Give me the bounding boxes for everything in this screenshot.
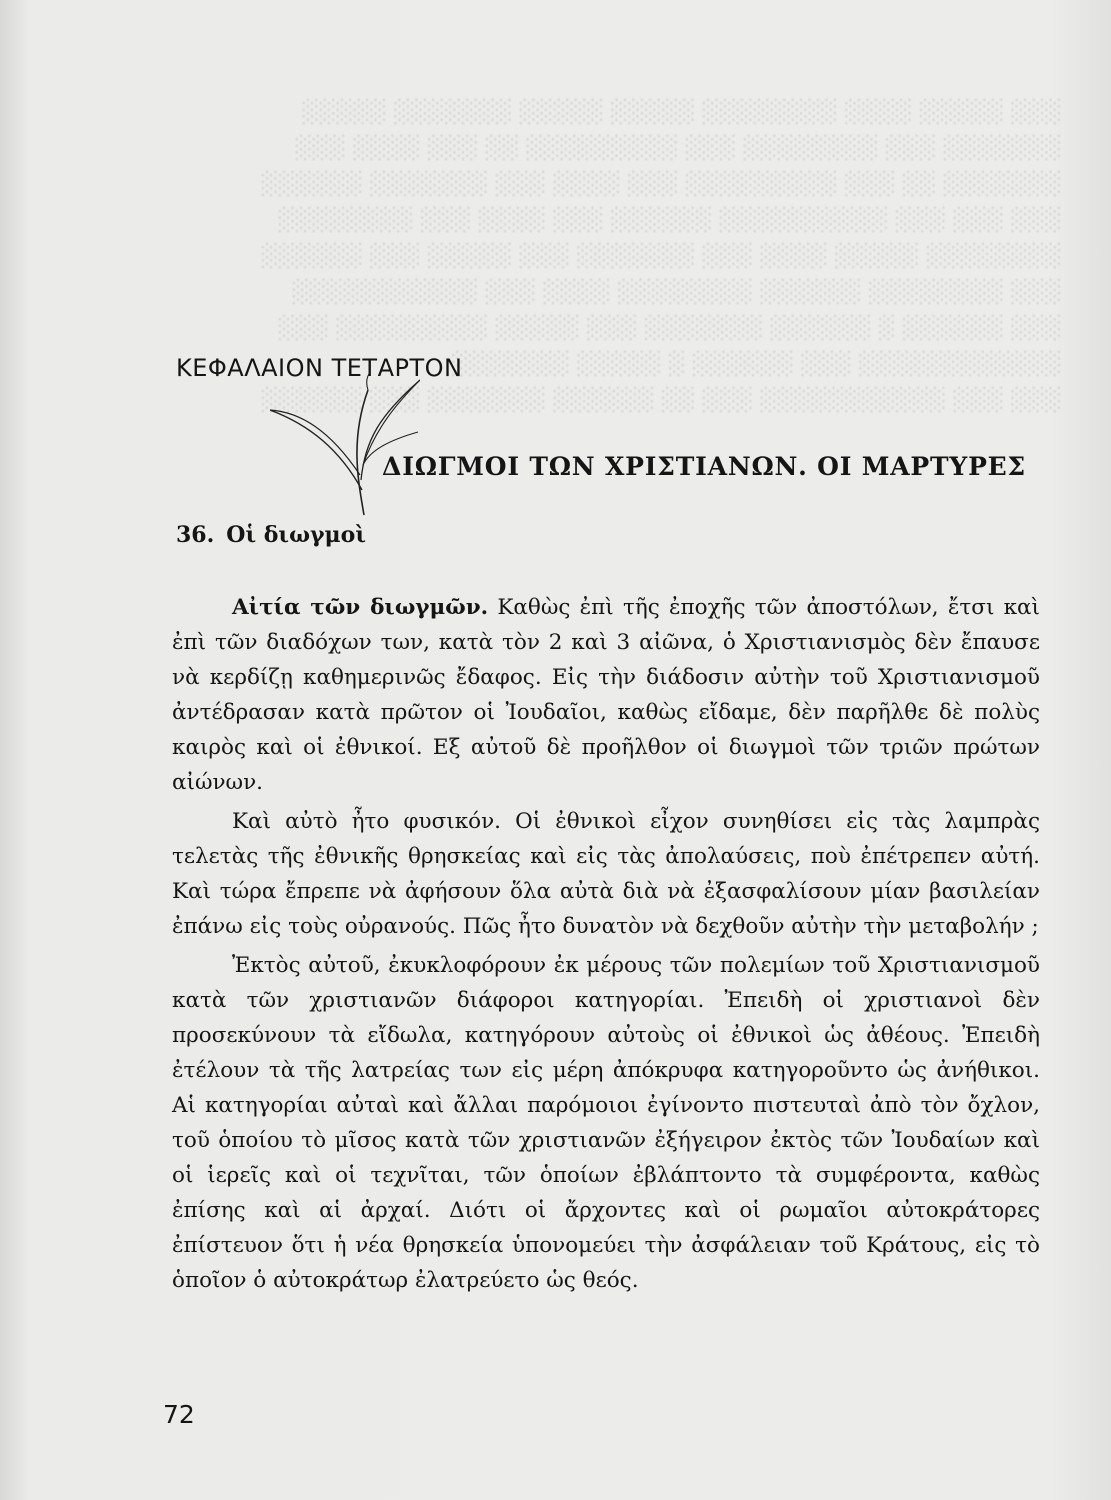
paragraph-text: Ἐκτὸς αὐτοῦ, ἐκυκλοφόρουν ἐκ μέρους τῶν πολεμίων τοῦ Χριστιανισμοῦ κατὰ τῶν χριστιανῶν διάφοροι κατηγορίαι. Ἐπειδὴ οἱ χριστιανοὶ δὲν προσεκύνουν τὰ εἴδωλα, κατηγόρουν αὐτοὺς οἱ ἐθνικοὶ ὡς ἀθέους. Ἐπειδὴ ἐτέλουν τὰ τῆς λατρείας των εἰς μέρη ἀπόκρυφα κατηγοροῦντο ὡς ἀνήθικοι. Αἱ κατηγορίαι αὐταὶ καὶ ἄλλαι παρόμοιοι ἐγίνοντο πιστευταὶ ἀπὸ τὸν ὄχλον, τοῦ ὁποίου τὸ μῖσος κατὰ τῶν χριστιανῶν ἐξήγειρον ἐκτὸς τῶν Ἰουδαίων καὶ οἱ ἱερεῖς καὶ οἱ τεχνῖται, τῶν ὁποίων ἐβλάπτοντο τὰ συμφέροντα, καθὼς ἐπίσης καὶ αἱ ἀρχαί. Διότι οἱ ἄρχοντες καὶ οἱ ρωμαῖοι αὐτοκράτορες ἐπίστευον ὅτι ἡ νέα θρησκεία ὑπονομεύει τὴν ἀσφάλειαν τοῦ Κράτους, εἰς τὸ ὁποῖον ὁ αὐτοκράτωρ ἐλατρεύετο ὡς θεός. [172,953,1040,1293]
paragraph-lead: Αἰτία τῶν διωγμῶν. [232,595,489,620]
paragraph-text: Καθὼς ἐπὶ τῆς ἐποχῆς τῶν ἀποστόλων, ἔτσι καὶ ἐπὶ τῶν διαδόχων των, κατὰ τὸν 2 καὶ 3 αἰῶνα, ὁ Χριστιανισμὸς δὲν ἔπαυσε νὰ κερδίζῃ καθημερινῶς ἔδαφος. Εἰς τὴν διάδοσιν αὐτὴν τοῦ Χριστιανισμοῦ ἀντέδρασαν κατὰ πρῶτον οἱ Ἰουδαῖοι, καθὼς εἴδαμε, δὲν παρῆλθε δὲ πολὺς καιρὸς καὶ οἱ ἐθνικοί. Εξ αὐτοῦ δὲ προῆλθον οἱ διωγμοὶ τῶν τριῶν πρώτων αἰώνων. [172,595,1040,795]
page-number: 72 [163,1400,195,1429]
paragraph [172,948,1040,1298]
paragraph [172,804,1040,944]
section-title: Οἱ διωγμοὶ [226,522,366,548]
chapter-label: ΚΕΦΑΛΑΙΟΝ ΤΕΤΑΡΤΟΝ [176,354,463,382]
paragraph [172,590,1040,800]
section-number: 36. [176,522,215,548]
paragraph-text: Καὶ αὐτὸ ἦτο φυσικόν. Οἱ ἐθνικοὶ εἶχον συνηθίσει εἰς τὰς λαμπρὰς τελετὰς τῆς ἐθνικῆς θρησκείας καὶ εἰς τὰς ἀπολαύσεις, ποὺ ἐπέτρεπεν αὐτή. Καὶ τώρα ἔπρεπε νὰ ἀφήσουν ὅλα αὐτὰ διὰ νὰ ἐξασφαλίσουν μίαν βασιλείαν ἐπάνω εἰς τοὺς οὐρανούς. Πῶς ἦτο δυνατὸν νὰ δεχθοῦν αὐτὴν τὴν μεταβολήν ; [172,809,1040,939]
show-through-text: ░░░ ░░░░░ ░░░░ ░░░░░░░░ ░░░░░ ░░░░░ ░░░░░░░ ░░░░░ ░░░░░░░ ░░░ ░░░░░░░░ ░░░ ░░░░░░░░░ ░░ ░░░ ░░░░ ░░░ ░░░░░░░ ░░ ░░░ ░░░░░░░░░ ░░░ ░░░░ ░░░ ░░░░░░░ ░░░░░░ ░░░ ░░░ ░░░ ░░░░░░░░░░ ░░░░░░ ░░░ ░░░░ ░░░ ░░░░░░░░ ░░░░░░░░ ░░░░░ ░░░░ ░░░ ░░░░░░░ ░░░ ░░░░░ ░░░ ░░░░░░ ░░░ ░░░░░░░░ ░░░░░░ ░░░░░░░░ ░░░░ ░░░ ░░░░░░░░░░░ ░░░ ░░░░░░ ░ ░░░░░░ ░░░░░░░ ░░░ ░░░░░ ░░░░░░░░░ ░░░ ░░░░░░░░░░░░ ░░░ ░░░░░░ ░ ░░░░░ ░░░░░░░ ░░░ ░░░ ░░░░░░░░░░░ ░░░ ░░ ░░░░░░ ░░░░░░░ ░░░ ░░░░░░ [259,100,1060,413]
chapter-title: ΔΙΩΓΜΟΙ ΤΩΝ ΧΡΙΣΤΙΑΝΩΝ. ΟΙ ΜΑΡΤΥΡΕΣ [382,452,1027,481]
sprig-ornament [270,370,420,520]
body-text [172,590,1040,1298]
section-heading [176,522,366,548]
